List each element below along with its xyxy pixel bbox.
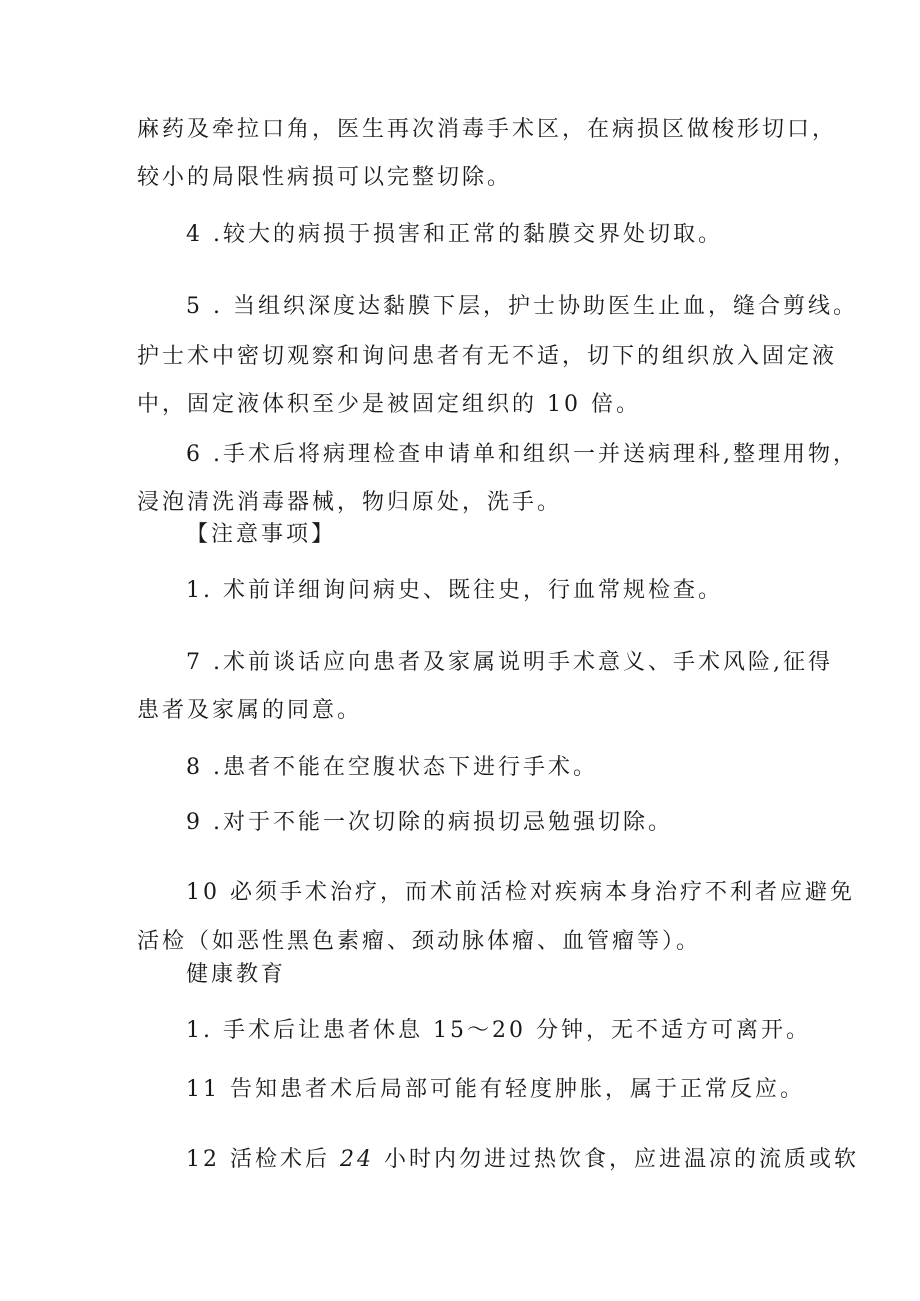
text-line: 活检（如恶性黑色素瘤、颈动脉体瘤、血管瘤等）。 [137,929,702,954]
list-item: 10 必须手术治疗，而术前活检对疾病本身治疗不利者应避免 [186,880,855,905]
text-segment: 12 活检术后 [186,1147,340,1172]
text-segment: 小时内勿进过热饮食，应进温凉的流质或软 [373,1147,859,1172]
list-item: 6 .手术后将病理检查申请单和组织一并送病理科,整理用物， [186,442,858,467]
list-item: 7 .术前谈话应向患者及家属说明手术意义、手术风险,征得 [186,650,833,675]
list-item: 11 告知患者术后局部可能有轻度肿胀，属于正常反应。 [186,1077,805,1102]
list-item: 4 .较大的病损于损害和正常的黏膜交界处切取。 [186,222,723,247]
list-item: 1. 手术后让患者休息 15～20 分钟，无不适方可离开。 [186,1018,811,1043]
text-line: 浸泡清洗消毒器械，物归原处，洗手。 [137,490,563,515]
text-line: 麻药及牵拉口角，医生再次消毒手术区，在病损区做梭形切口， [137,117,838,142]
list-item: 9 .对于不能一次切除的病损切忌勉强切除。 [186,810,673,835]
text-line: 患者及家属的同意。 [137,698,363,723]
section-heading: 健康教育 [186,962,287,987]
list-item [186,1145,859,1175]
section-heading: 【注意事项】 [186,522,337,547]
list-item: 1. 术前详细询问病史、既往史，行血常规检查。 [186,578,723,603]
italic-number: 24 [339,1147,374,1172]
text-line: 中，固定液体积至少是被固定组织的 10 倍。 [137,392,641,417]
list-item: 5 . 当组织深度达黏膜下层，护士协助医生止血，缝合剪线。 [186,294,858,319]
list-item: 8 .患者不能在空腹状态下进行手术。 [186,755,598,780]
text-line: 较小的局限性病损可以完整切除。 [137,165,513,190]
text-line: 护士术中密切观察和询问患者有无不适，切下的组织放入固定液 [137,344,838,369]
